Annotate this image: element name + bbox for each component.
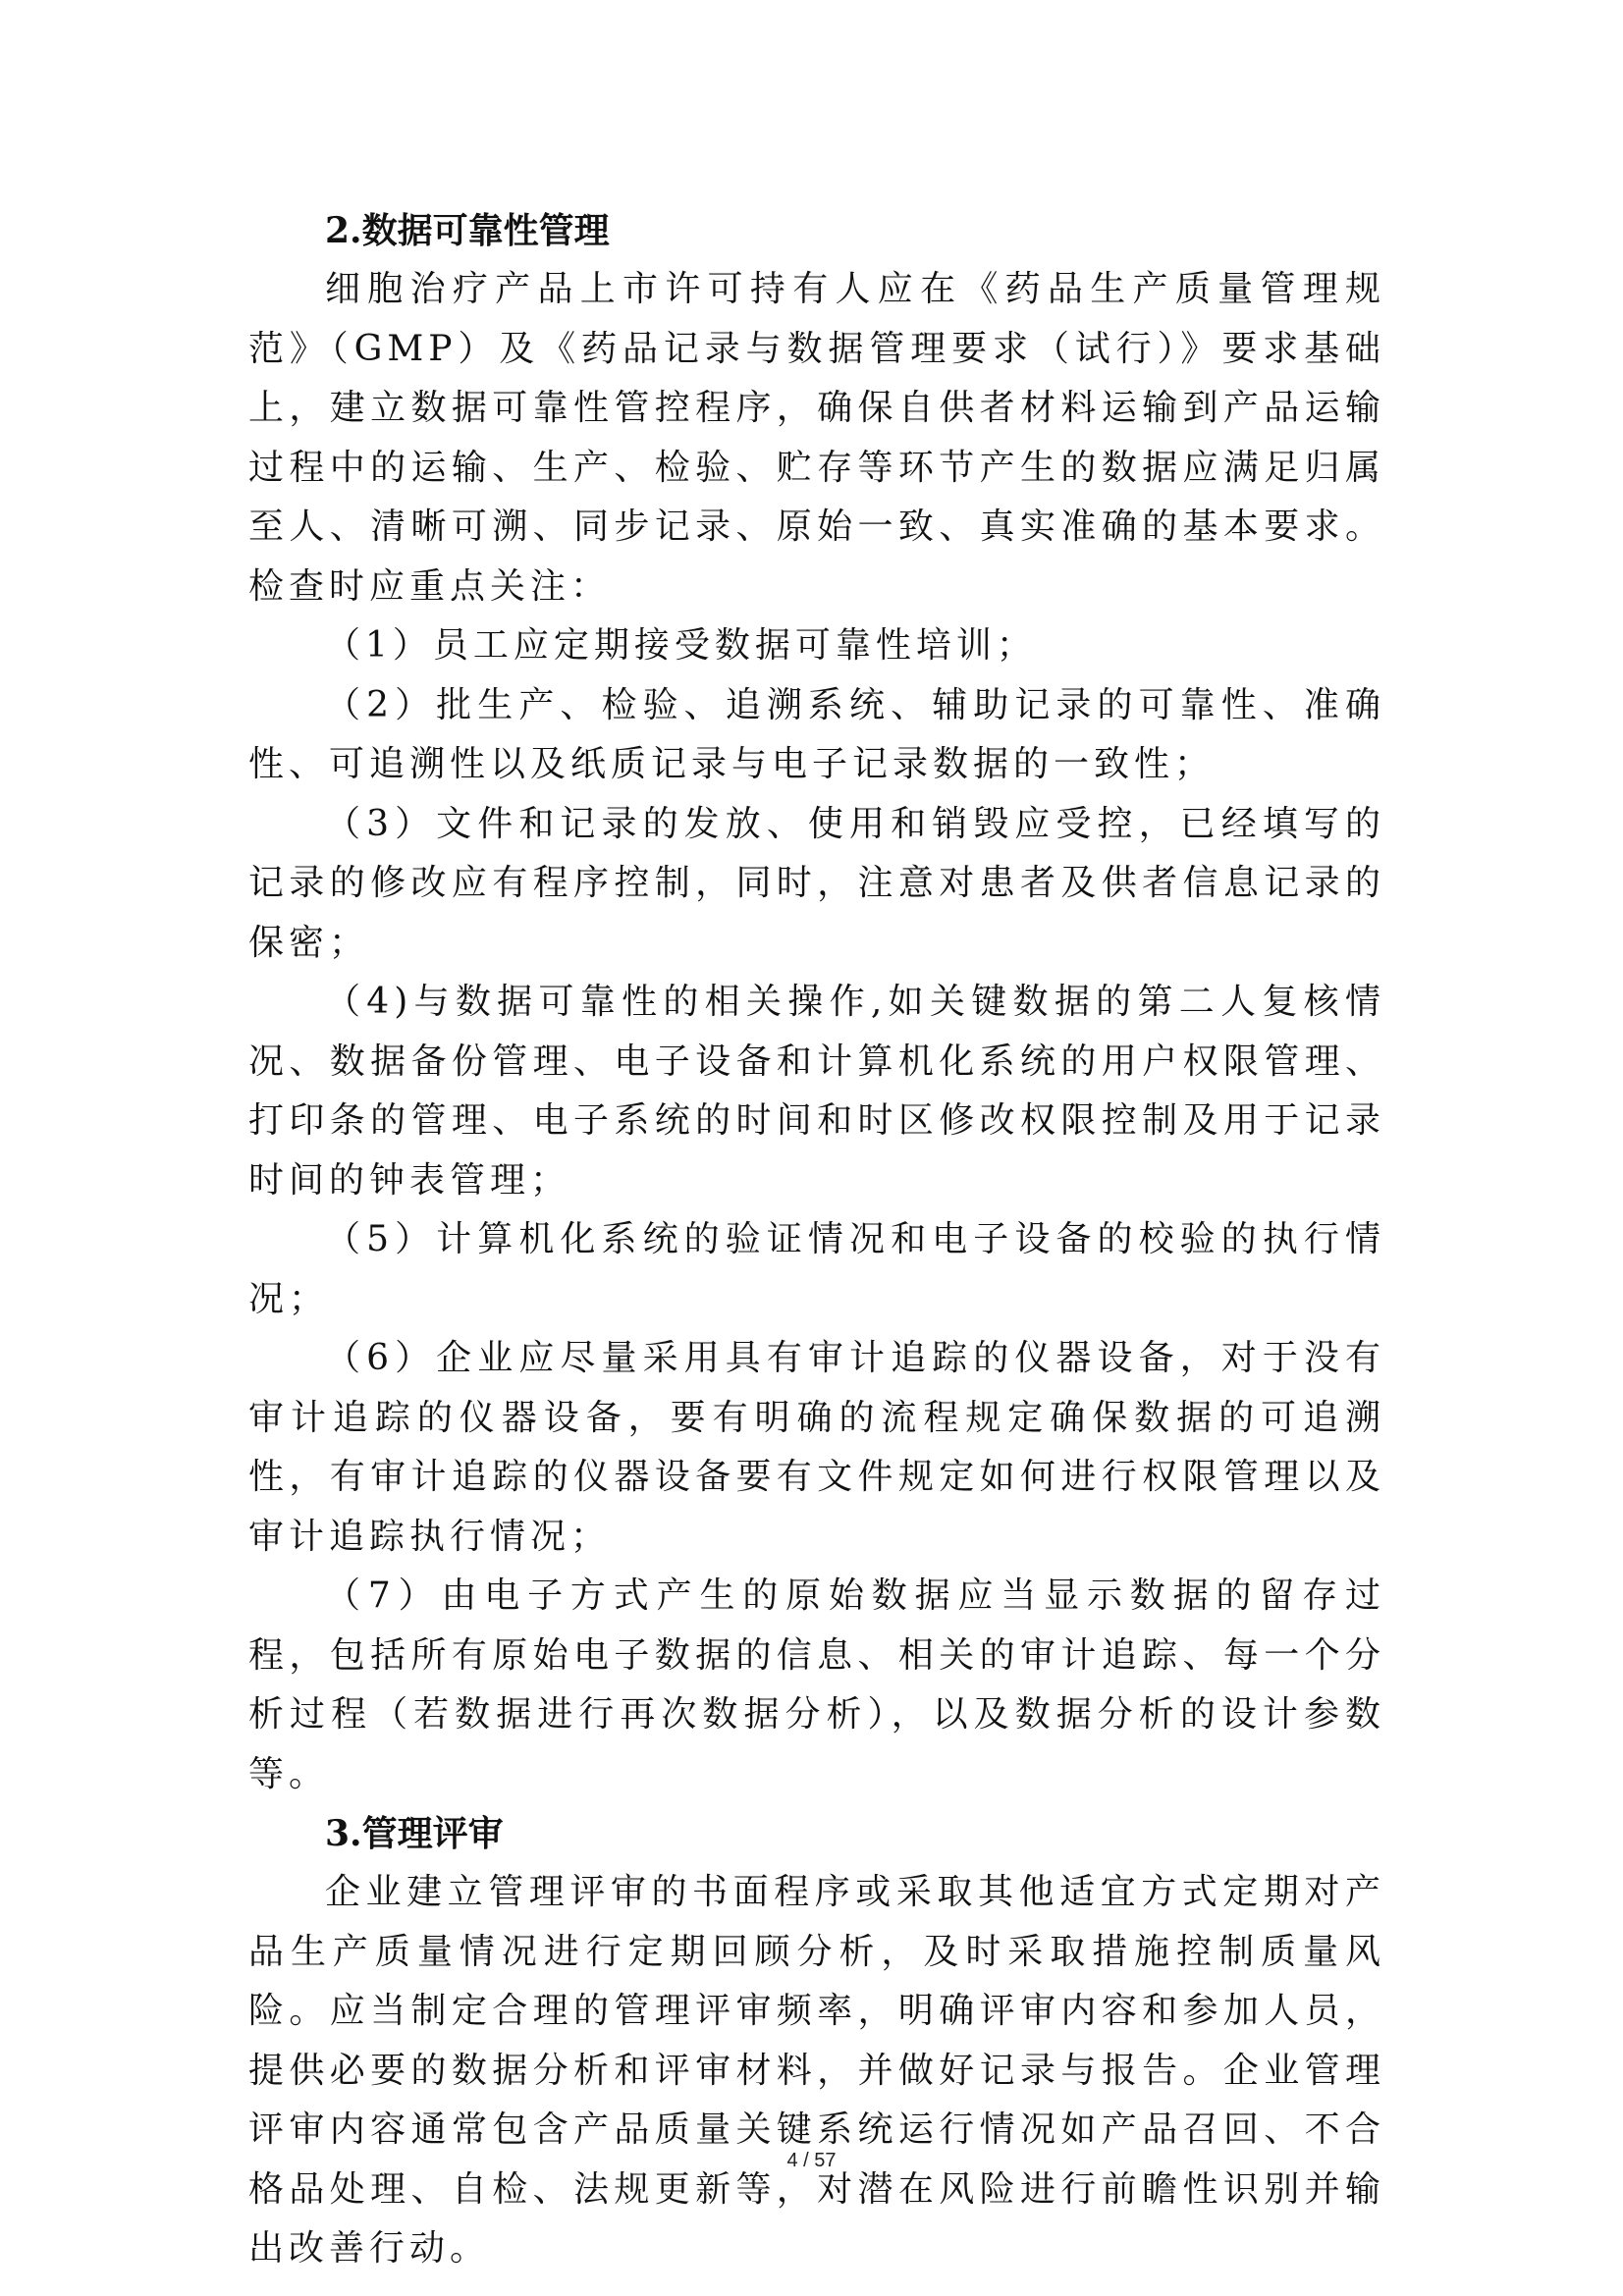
list-item-2: （2）批生产、检验、追溯系统、辅助记录的可靠性、准确性、可追溯性以及纸质记录与电子记录数据的一致性； (248, 684, 1385, 784)
page-number: 4 / 57 (786, 2150, 837, 2171)
paragraph-intro: 细胞治疗产品上市许可持有人应在《药品生产质量管理规范》（GMP）及《药品记录与数据管理要求（试行）》要求基础上，建立数据可靠性管控程序，确保自供者材料运输到产品运输过程中的运输、生产、检验、贮存等环节产生的数据应满足归属至人、清晰可溯、同步记录、原始一致、真实准确的基本要求。检查时应重点关注： (248, 269, 1385, 607)
paragraph-management-review: 企业建立管理评审的书面程序或采取其他适宜方式定期对产品生产质量情况进行定期回顾分析，及时采取措施控制质量风险。应当制定合理的管理评审频率，明确评审内容和参加人员，提供必要的数据分析和评审材料，并做好记录与报告。企业管理评审内容通常包含产品质量关键系统运行情况如产品召回、不合格品处理、自检、法规更新等，对潜在风险进行前瞻性识别并输出改善行动。 (248, 1872, 1385, 2269)
section-heading-management-review: 3.管理评审 (325, 1813, 504, 1854)
list-item-6: （6）企业应尽量采用具有审计追踪的仪器设备，对于没有审计追踪的仪器设备，要有明确的流程规定确保数据的可追溯性，有审计追踪的仪器设备要有文件规定如何进行权限管理以及审计追踪执行情况； (248, 1338, 1385, 1557)
document-page (248, 201, 1385, 2279)
list-item-7: （7）由电子方式产生的原始数据应当显示数据的留存过程，包括所有原始电子数据的信息、相关的审计追踪、每一个分析过程（若数据进行再次数据分析），以及数据分析的设计参数等。 (248, 1575, 1385, 1794)
section-heading-data-reliability: 2.数据可靠性管理 (325, 210, 610, 251)
list-item-1: （1）员工应定期接受数据可靠性培训； (325, 625, 1037, 666)
list-item-4: （4)与数据可靠性的相关操作,如关键数据的第二人复核情况、数据备份管理、电子设备和计算机化系统的用户权限管理、打印条的管理、电子系统的时间和时区修改权限控制及用于记录时间的钟表管理； (248, 982, 1385, 1201)
list-item-5: （5）计算机化系统的验证情况和电子设备的校验的执行情况； (248, 1219, 1385, 1319)
list-item-3: （3）文件和记录的发放、使用和销毁应受控，已经填写的记录的修改应有程序控制，同时，注意对患者及供者信息记录的保密； (248, 803, 1385, 963)
